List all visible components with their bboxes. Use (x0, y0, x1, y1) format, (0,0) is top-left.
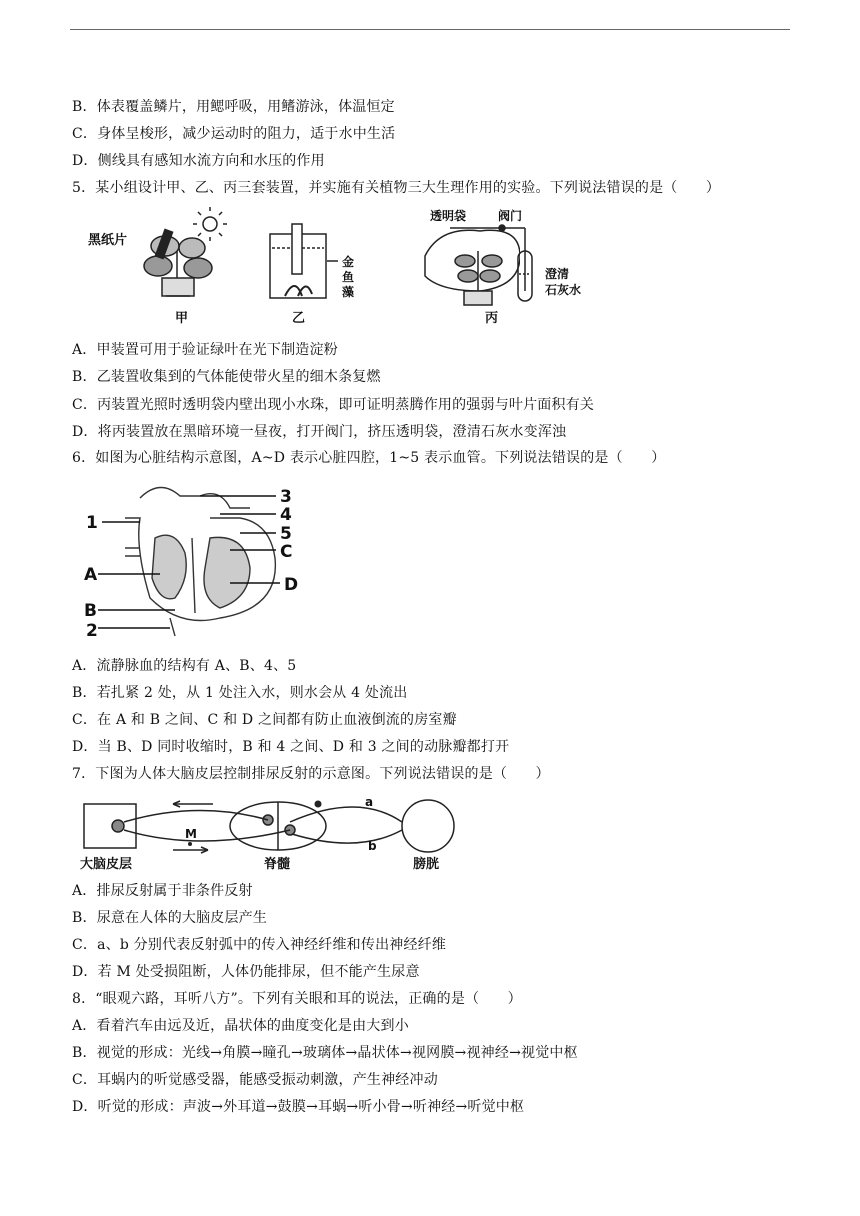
label-limewater-2: 石灰水 (545, 283, 582, 297)
label-bladder: 膀胱 (413, 857, 440, 872)
header-rule (70, 29, 790, 30)
label-goldfish-weed-1: 金 (342, 255, 355, 269)
q6-option-c: C．在 A 和 B 之间、C 和 D 之间都有防止血液倒流的房室瓣 (72, 712, 457, 728)
q5-stem: 5．某小组设计甲、乙、丙三套装置，并实施有关植物三大生理作用的实验。下列说法错误的是（ ） (72, 180, 721, 196)
q4-option-c: C．身体呈梭形，减少运动时的阻力，适于水中生活 (72, 126, 396, 142)
q6-option-d: D．当 B、D 同时收缩时，B 和 4 之间、D 和 3 之间的动脉瓣都打开 (72, 739, 510, 755)
label-A: A (84, 565, 98, 585)
q8-option-a: A．看着汽车由远及近，晶状体的曲度变化是由大到小 (72, 1018, 409, 1034)
apparatus-yi (270, 224, 338, 298)
label-goldfish-weed-3: 藻 (342, 285, 355, 299)
label-bing: 丙 (485, 311, 499, 326)
q5-option-a: A．甲装置可用于验证绿叶在光下制造淀粉 (72, 342, 338, 358)
q5-option-b: B．乙装置收集到的气体能使带火星的细木条复燃 (72, 369, 381, 385)
label-a: a (365, 795, 374, 809)
q7-option-c: C．a、b 分别代表反射弧中的传入神经纤维和传出神经纤维 (72, 937, 447, 953)
label-B: B (84, 601, 97, 621)
label-4: 4 (280, 505, 292, 525)
label-cortex: 大脑皮层 (80, 857, 133, 872)
q4-option-d: D．侧线具有感知水流方向和水压的作用 (72, 153, 325, 169)
label-C: C (280, 542, 293, 562)
q7-option-d: D．若 M 处受损阻断，人体仍能排尿，但不能产生尿意 (72, 964, 420, 980)
label-transparent-bag: 透明袋 (430, 209, 467, 223)
q8-option-b: B．视觉的形成：光线→角膜→瞳孔→玻璃体→晶状体→视网膜→视神经→视觉中枢 (72, 1045, 578, 1061)
label-D: D (284, 575, 299, 595)
q6-option-a: A．流静脉血的结构有 A、B、4、5 (72, 658, 297, 674)
q6-option-b: B．若扎紧 2 处，从 1 处注入水，则水会从 4 处流出 (72, 685, 408, 701)
q8-stem: 8．“眼观六路，耳听八方”。下列有关眼和耳的说法，正确的是（ ） (72, 991, 522, 1007)
q5-option-c: C．丙装置光照时透明袋内壁出现小水珠，即可证明蒸腾作用的强弱与叶片面积有关 (72, 397, 595, 413)
q8-option-c: C．耳蜗内的听觉感受器，能感受振动刺激，产生神经冲动 (72, 1072, 438, 1088)
label-5: 5 (280, 524, 292, 544)
q5-option-d: D．将丙装置放在黑暗环境一昼夜，打开阀门，挤压透明袋，澄清石灰水变浑浊 (72, 424, 567, 440)
label-valve: 阀门 (498, 209, 523, 223)
label-M: M (185, 827, 197, 841)
heart-diagram (80, 478, 310, 638)
q7-stem: 7．下图为人体大脑皮层控制排尿反射的示意图。下列说法错误的是（ ） (72, 766, 550, 782)
label-goldfish-weed-2: 鱼 (342, 270, 355, 284)
label-b: b (368, 839, 377, 853)
q7-option-a: A．排尿反射属于非条件反射 (72, 883, 253, 899)
q6-stem: 6．如图为心脏结构示意图，A~D 表示心脏四腔，1~5 表示血管。下列说法错误的是（ ） (72, 450, 666, 466)
q8-option-d: D．听觉的形成：声波→外耳道→鼓膜→耳蜗→听小骨→听神经→听觉中枢 (72, 1099, 525, 1115)
label-1: 1 (86, 513, 98, 533)
label-black-paper: 黑纸片 (88, 233, 128, 248)
q7-option-b: B．尿意在人体的大脑皮层产生 (72, 910, 268, 926)
q4-option-b: B．体表覆盖鳞片，用鳃呼吸，用鳍游泳，体温恒定 (72, 99, 395, 115)
label-spinal: 脊髓 (264, 857, 291, 872)
apparatus-jia (144, 207, 227, 296)
reflex-arc-diagram (78, 792, 478, 872)
label-jia: 甲 (175, 311, 189, 326)
q5-apparatus-bing-tube (430, 206, 600, 330)
label-3: 3 (280, 487, 292, 507)
label-2: 2 (86, 621, 98, 638)
label-limewater-1: 澄清 (545, 267, 570, 281)
label-yi: 乙 (292, 311, 306, 326)
